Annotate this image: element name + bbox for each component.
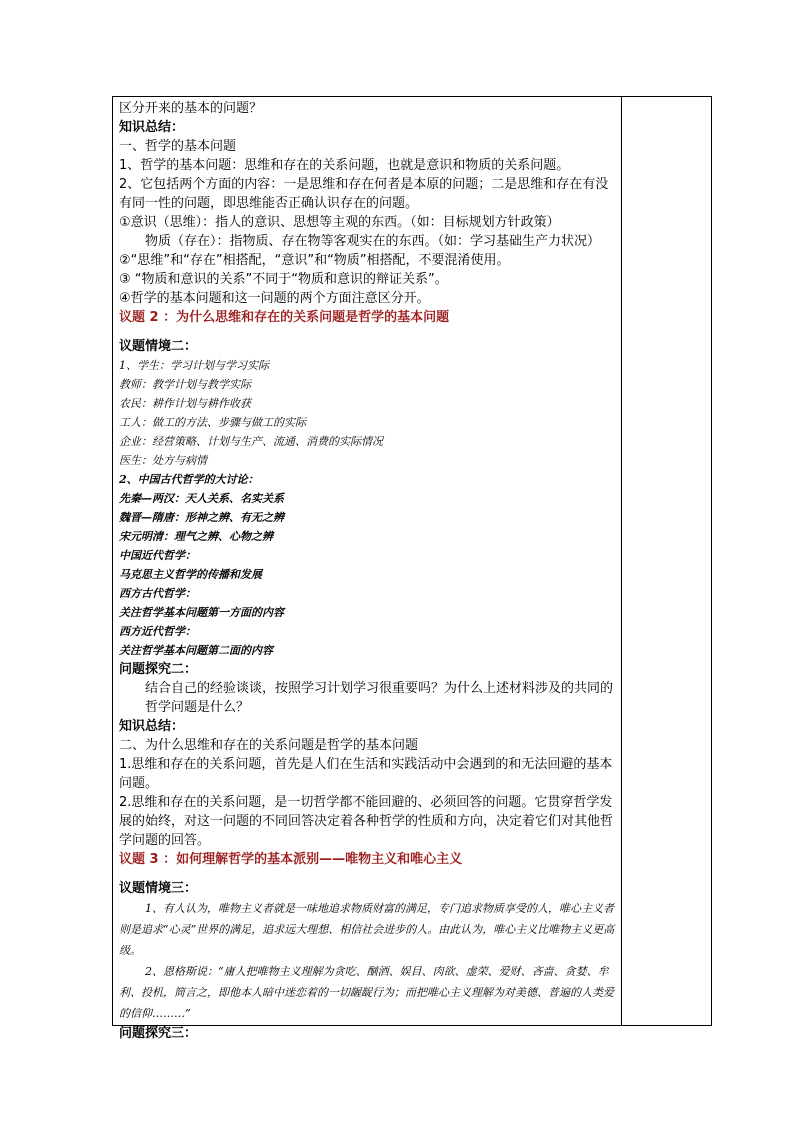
list-item: 工人：做工的方法、步骤与做工的实际: [119, 416, 306, 429]
list-item: 西方古代哲学：: [119, 587, 196, 600]
topic-heading: 议题 3 ：如何理解哲学的基本派别——唯物主义和唯心主义: [119, 852, 463, 867]
text-line: 区分开来的基本的问题？: [119, 101, 263, 116]
section-label: 知识总结：: [119, 719, 185, 734]
text-line: ①意识（思维）：指人的意识、思想等主观的东西。（如：目标规划方针政策）: [119, 215, 560, 230]
list-item: 关注哲学基本问题第二面的内容: [119, 644, 273, 657]
section-label: 议题情境三：: [119, 881, 198, 896]
table-frame: [112, 96, 712, 1041]
text-line: 2、它包括两个方面的内容：一是思维和存在何者是本原的问题；二是思维和存在有没有同一性的问题，即思维能否正确认识存在的问题。: [119, 177, 609, 211]
list-item: 西方近代哲学：: [119, 625, 196, 638]
list-item: 企业：经营策略、计划与生产、流通、消费的实际情况: [119, 435, 383, 448]
text-line: 一、哲学的基本问题: [119, 139, 237, 154]
list-item: 2、中国古代哲学的大讨论：: [119, 473, 259, 486]
text-line: 1、哲学的基本问题：思维和存在的关系问题，也就是意识和物质的关系问题。: [119, 158, 570, 173]
list-item: 关注哲学基本问题第一方面的内容: [119, 606, 284, 619]
text-line: 1.思维和存在的关系问题，首先是人们在生活和实践活动中会遇到的和无法回避的基本问题。: [119, 757, 613, 791]
list-item: 马克思主义哲学的传播和发展: [119, 568, 262, 581]
section-label: 问题探究二：: [119, 662, 198, 677]
list-item: 先秦—两汉：天人关系、名实关系: [119, 492, 284, 505]
list-item: 1、学生：学习计划与学习实际: [119, 359, 269, 372]
right-column-divider: [621, 97, 622, 1025]
section-label: 问题探究三：: [119, 1026, 198, 1041]
text-line: 物质（存在）：指物质、存在物等客观实在的东西。（如：学习基础生产力状况）: [145, 234, 601, 249]
list-item: 教师：教学计划与教学实际: [119, 378, 251, 391]
list-item: 农民：耕作计划与耕作收获: [119, 397, 251, 410]
scene-paragraph: 2、恩格斯说：“庸人把唯物主义理解为贪吃、酗酒、娱目、肉欲、虚荣、爱财、吝啬、贪婪、牟利、投机，简言之，即他本人暗中迷恋着的一切龌龊行为；而把唯心主义理解为对美德、普遍的人类爱的信仰………”: [119, 965, 614, 1020]
lesson-content: [119, 99, 617, 1043]
text-line: 二、为什么思维和存在的关系问题是哲学的基本问题: [119, 738, 419, 753]
text-line: ②“思维”和“存在”相搭配，“意识”和“物质”相搭配，不要混淆使用。: [119, 253, 510, 268]
topic-heading: 议题 2 ：为什么思维和存在的关系问题是哲学的基本问题: [119, 310, 450, 325]
list-item: 中国近代哲学：: [119, 549, 196, 562]
list-item: 医生：处方与病情: [119, 454, 207, 467]
section-label: 知识总结：: [119, 120, 185, 135]
text-line: ③ “物质和意识的关系”不同于“物质和意识的辩证关系”。: [119, 272, 448, 287]
section-label: 议题情境二：: [119, 339, 198, 354]
list-item: 宋元明清：理气之辨、心物之辨: [119, 530, 273, 543]
text-line: 2.思维和存在的关系问题，是一切哲学都不能回避的、必须回答的问题。它贯穿哲学发展的始终，对这一问题的不同回答决定着各种哲学的性质和方向，决定着它们对其他哲学问题的回答。: [119, 795, 614, 848]
scene-paragraph: 1、有人认为，唯物主义者就是一味地追求物质财富的满足，专门追求物质享受的人，唯心主义者则是追求“心灵”世界的满足，追求远大理想、相信社会进步的人。由此认为，唯心主义比唯物主义更高级。: [119, 902, 615, 957]
text-line: ④哲学的基本问题和这一问题的两个方面注意区分开。: [119, 291, 430, 306]
list-item: 魏晋—隋唐：形神之辨、有无之辨: [119, 511, 284, 524]
inquiry-text: 结合自己的经验谈谈，按照学习计划学习很重要吗？为什么上述材料涉及的共同的哲学问题是什么？: [145, 681, 614, 715]
